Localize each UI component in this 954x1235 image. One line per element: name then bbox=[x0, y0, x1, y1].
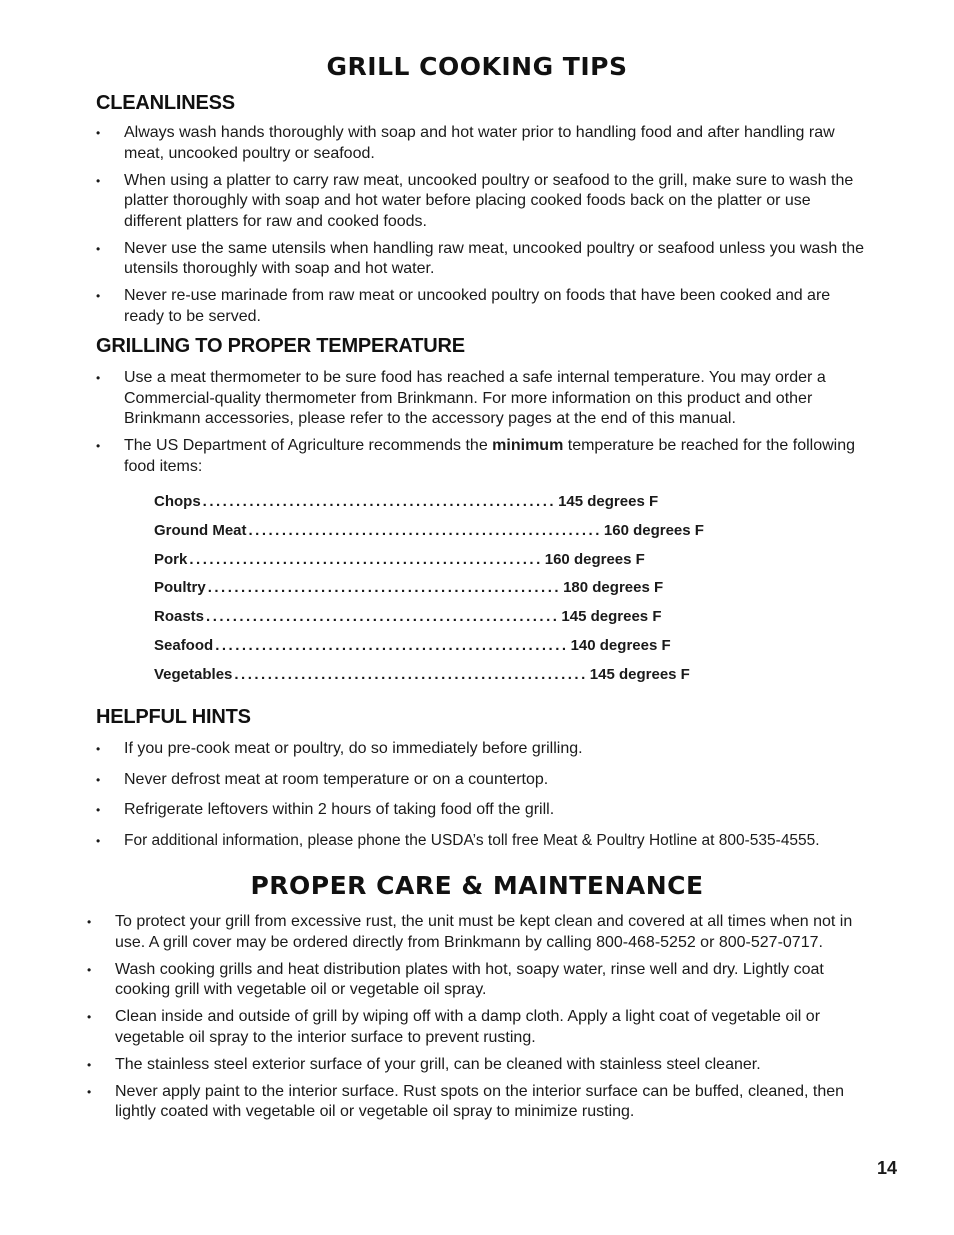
list-item: • Always wash hands thoroughly with soap and hot water prior to handling food and after handling raw meat, uncooked poultry or seafood. bbox=[96, 124, 835, 162]
hints-list bbox=[96, 739, 869, 858]
table-row: Poultry ..................................................... 180 degrees F bbox=[154, 579, 664, 597]
page-title-proper-care: PROPER CARE & MAINTENANCE bbox=[250, 871, 704, 900]
bullet-icon: • bbox=[87, 915, 92, 929]
bullet-icon: • bbox=[96, 833, 101, 848]
table-row: Pork ..................................................... 160 degrees F bbox=[154, 550, 645, 568]
list-item: • When using a platter to carry raw meat, uncooked poultry or seafood to the grill, make sure to wash the platter thoroughly with soap and hot water before placing cooked foods back on the platter or use different platters for raw and cooked foods. bbox=[96, 171, 854, 230]
list-item: • The stainless steel exterior surface of your grill, can be cleaned with stainless steel cleaner. bbox=[115, 1055, 865, 1076]
dot-leader: ..................................................... bbox=[234, 665, 588, 683]
table-row: Chops ..................................................... 145 degrees F bbox=[154, 493, 659, 510]
bullet-icon: • bbox=[87, 1010, 92, 1024]
table-row: Vegetables ..................................................... 145 degrees F bbox=[154, 665, 690, 683]
temperature-table bbox=[154, 493, 704, 695]
bullet-icon: • bbox=[96, 772, 101, 787]
list-item: • Never re-use marinade from raw meat or uncooked poultry on foods that have been cooked and are ready to be served. bbox=[96, 287, 831, 325]
bullet-icon: • bbox=[96, 371, 101, 385]
list-item: • Refrigerate leftovers within 2 hours of taking food off the grill. bbox=[124, 800, 869, 821]
cleanliness-list bbox=[96, 123, 869, 334]
bullet-icon: • bbox=[96, 126, 101, 140]
list-item: • Never apply paint to the interior surface. Rust spots on the interior surface can be buffed, cleaned, then lightly coated with vegetable oil or vegetable oil spray to minimize rusting. bbox=[87, 1082, 845, 1120]
list-item: • To protect your grill from excessive rust, the unit must be kept clean and covered at all times when not in use. A grill cover may be ordered directly from Brinkmann by calling 800-468-5252 or 800-527-0717. bbox=[87, 913, 853, 951]
emphasis-minimum: minimum bbox=[492, 437, 564, 454]
dot-leader: ..................................................... bbox=[202, 493, 557, 510]
list-item: • Never use the same utensils when handling raw meat, uncooked poultry or seafood unless you wash the utensils thoroughly with soap and hot water. bbox=[96, 239, 864, 277]
dot-leader: ..................................................... bbox=[215, 636, 569, 654]
list-item: • The US Department of Agriculture recommends the minimum temperature be reached for the following food items: bbox=[96, 437, 856, 475]
list-item: • Use a meat thermometer to be sure food has reached a safe internal temperature. You may order a Commercial-quality thermometer from Brinkmann. For more information on this product and other Brinkmann accessories, please refer to the accessory pages at the end of this manual. bbox=[96, 369, 826, 427]
list-item: • Wash cooking grills and heat distribution plates with hot, soapy water, rinse well and dry. Lightly coat cooking grill with vegetable oil or vegetable oil spray. bbox=[87, 960, 824, 998]
bullet-icon: • bbox=[96, 742, 101, 756]
heading-helpful-hints: HELPFUL HINTS bbox=[96, 706, 251, 728]
table-row: Roasts ..................................................... 145 degrees F bbox=[154, 608, 662, 626]
list-item: • For additional information, please phone the USDA’s toll free Meat & Poultry Hotline at 800-535-4555. bbox=[124, 831, 869, 852]
table-row: Seafood ..................................................... 140 degrees F bbox=[154, 636, 671, 654]
heading-cleanliness: CLEANLINESS bbox=[96, 92, 235, 114]
dot-leader: ..................................................... bbox=[189, 550, 543, 568]
care-list bbox=[87, 912, 865, 1129]
page-title-grill-cooking-tips: GRILL COOKING TIPS bbox=[326, 52, 628, 81]
bullet-icon: • bbox=[96, 173, 101, 188]
bullet-icon: • bbox=[87, 1084, 92, 1099]
bullet-icon: • bbox=[96, 439, 101, 453]
list-item: • If you pre-cook meat or poultry, do so immediately before grilling. bbox=[124, 739, 869, 760]
dot-leader: ..................................................... bbox=[248, 521, 602, 539]
page-number: 14 bbox=[876, 1158, 897, 1178]
dot-leader: ..................................................... bbox=[207, 579, 562, 597]
bullet-icon: • bbox=[87, 962, 92, 977]
table-row: Ground Meat ..................................................... 160 degrees F bbox=[154, 521, 704, 539]
bullet-icon: • bbox=[96, 241, 101, 256]
temperature-list bbox=[96, 368, 869, 484]
bullet-icon: • bbox=[96, 289, 101, 303]
bullet-icon: • bbox=[96, 803, 101, 817]
heading-grilling-temperature: GRILLING TO PROPER TEMPERATURE bbox=[96, 335, 465, 357]
list-item: • Never defrost meat at room temperature or on a countertop. bbox=[124, 770, 869, 791]
list-item: • Clean inside and outside of grill by wiping off with a damp cloth. Apply a light coat of vegetable oil or vegetable oil spray to the interior surface to prevent rusting. bbox=[87, 1008, 821, 1046]
dot-leader: ..................................................... bbox=[206, 608, 560, 626]
bullet-icon: • bbox=[87, 1057, 92, 1072]
